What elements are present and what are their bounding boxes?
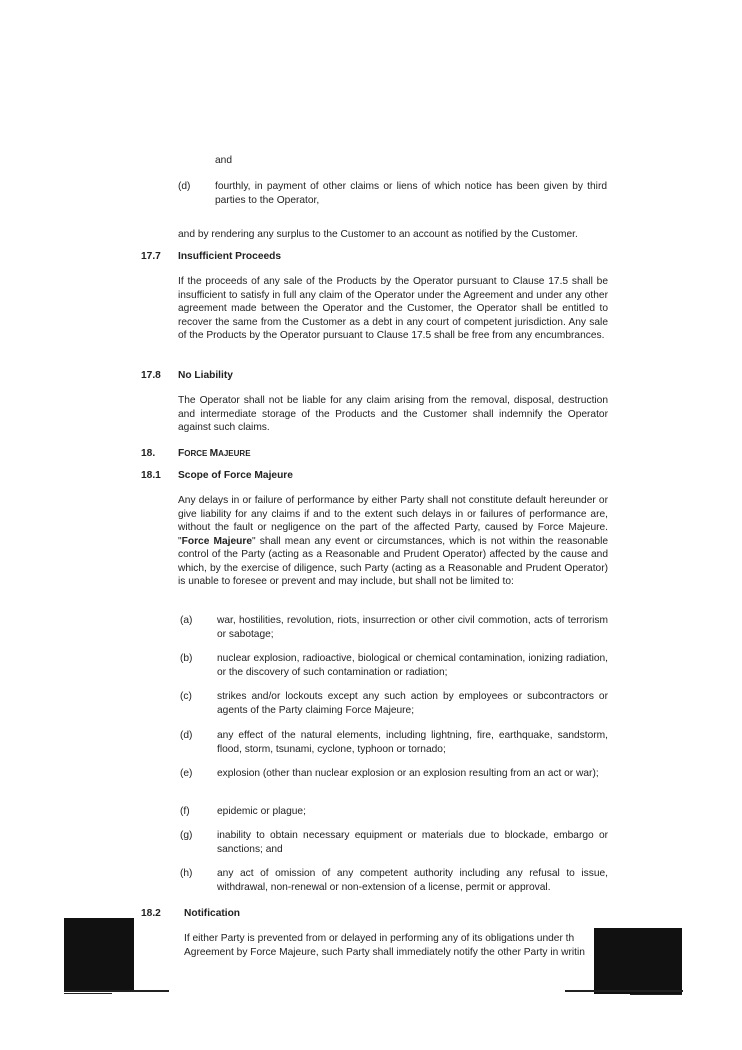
list-item: war, hostilities, revolution, riots, insurrection or other civil commotion, acts of terrorism or sabotage; (217, 615, 608, 640)
list-item-label: (e) (180, 768, 193, 779)
redaction-underline-right-short (630, 994, 682, 995)
item-d-label: (d) (178, 181, 191, 192)
redaction-block-left (64, 918, 134, 991)
section-18-1-number: 18.1 (141, 470, 161, 481)
list-item: any effect of the natural elements, including lightning, fire, earthquake, sandstorm, flood, storm, tsunami, cyclone, typhoon or tornado; (217, 730, 608, 755)
section-18-number: 18. (141, 448, 156, 459)
item-d-text: fourthly, in payment of other claims or liens of which notice has been given by third parties to the Operator, (215, 181, 607, 206)
section-17-8-number: 17.8 (141, 370, 161, 381)
section-18-2-line-1: If either Party is prevented from or delayed in performing any of its obligations under th (184, 933, 575, 944)
list-item-label: (a) (180, 615, 193, 626)
list-item: explosion (other than nuclear explosion or an explosion resulting from an act or war); (217, 768, 599, 779)
list-item: epidemic or plague; (217, 806, 306, 817)
redaction-block-right (594, 928, 682, 994)
list-item: strikes and/or lockouts except any such action by employees or subcontractors or agents of the Party claiming Force Majeure; (217, 691, 608, 716)
list-item: inability to obtain necessary equipment or materials due to blockade, embargo or sanctions; and (217, 830, 608, 855)
list-item-label: (f) (180, 806, 190, 817)
surplus-text: and by rendering any surplus to the Customer to an account as notified by the Customer. (178, 229, 578, 240)
redaction-underline-left-short (64, 993, 112, 994)
section-18-2-line-2: Agreement by Force Majeure, such Party shall immediately notify the other Party in writin (184, 947, 585, 958)
section-18-title: FORCE MAJEURE (178, 448, 251, 459)
section-17-7-body: If the proceeds of any sale of the Products by the Operator pursuant to Clause 17.5 shall be insufficient to satisfy in full any claim of the Operator under the Agreement and under any other agreement made between the Operator and the Customer, the Operator shall be entitled to recover the same from the Customer as a debt in any court of competent jurisdiction. Any sale of the Products by the Operator pursuant to Clause 17.5 shall be free from any encumbrances. (178, 276, 608, 341)
list-item-label: (b) (180, 653, 193, 664)
section-18-1-body: Any delays in or failure of performance by either Party shall not constitute default hereunder or give liability for any claims if and to the extent such delays in or failures of performance are, without the fault or negligence on the part of the affected Party, caused by Force Majeure. "Force Majeure" shall mean any event or circumstances, which is not within the reasonable control of the Party (acting as a Reasonable and Prudent Operator) affected by the cause and which, by the exercise of diligence, such Party (acting as a Reasonable and Prudent Operator) is unable to foresee or prevent and may include, but shall not be limited to: (178, 495, 609, 587)
section-18-2-title: Notification (184, 908, 241, 919)
list-item-label: (h) (180, 868, 193, 879)
section-18-1-title: Scope of Force Majeure (178, 470, 293, 481)
section-18-2-number: 18.2 (141, 908, 161, 919)
section-17-8-body: The Operator shall not be liable for any claim arising from the removal, disposal, destruction and intermediate storage of the Products and the Customer shall indemnify the Operator against such claims. (178, 395, 608, 433)
section-17-7-title: Insufficient Proceeds (178, 251, 282, 262)
section-17-8-title: No Liability (178, 370, 233, 381)
list-item-label: (g) (180, 830, 193, 841)
section-17-7-number: 17.7 (141, 251, 161, 262)
redaction-underline-right (565, 990, 683, 992)
redaction-underline-left (64, 990, 169, 992)
list-item-label: (c) (180, 691, 192, 702)
list-item-label: (d) (180, 730, 193, 741)
list-item: nuclear explosion, radioactive, biological or chemical contamination, ionizing radiation, or the discovery of such contamination or radiation; (217, 653, 608, 678)
and-text: and (215, 155, 232, 166)
list-item: any act of omission of any competent authority including any refusal to issue, withdrawal, non-renewal or non-extension of a license, permit or approval. (217, 868, 608, 893)
